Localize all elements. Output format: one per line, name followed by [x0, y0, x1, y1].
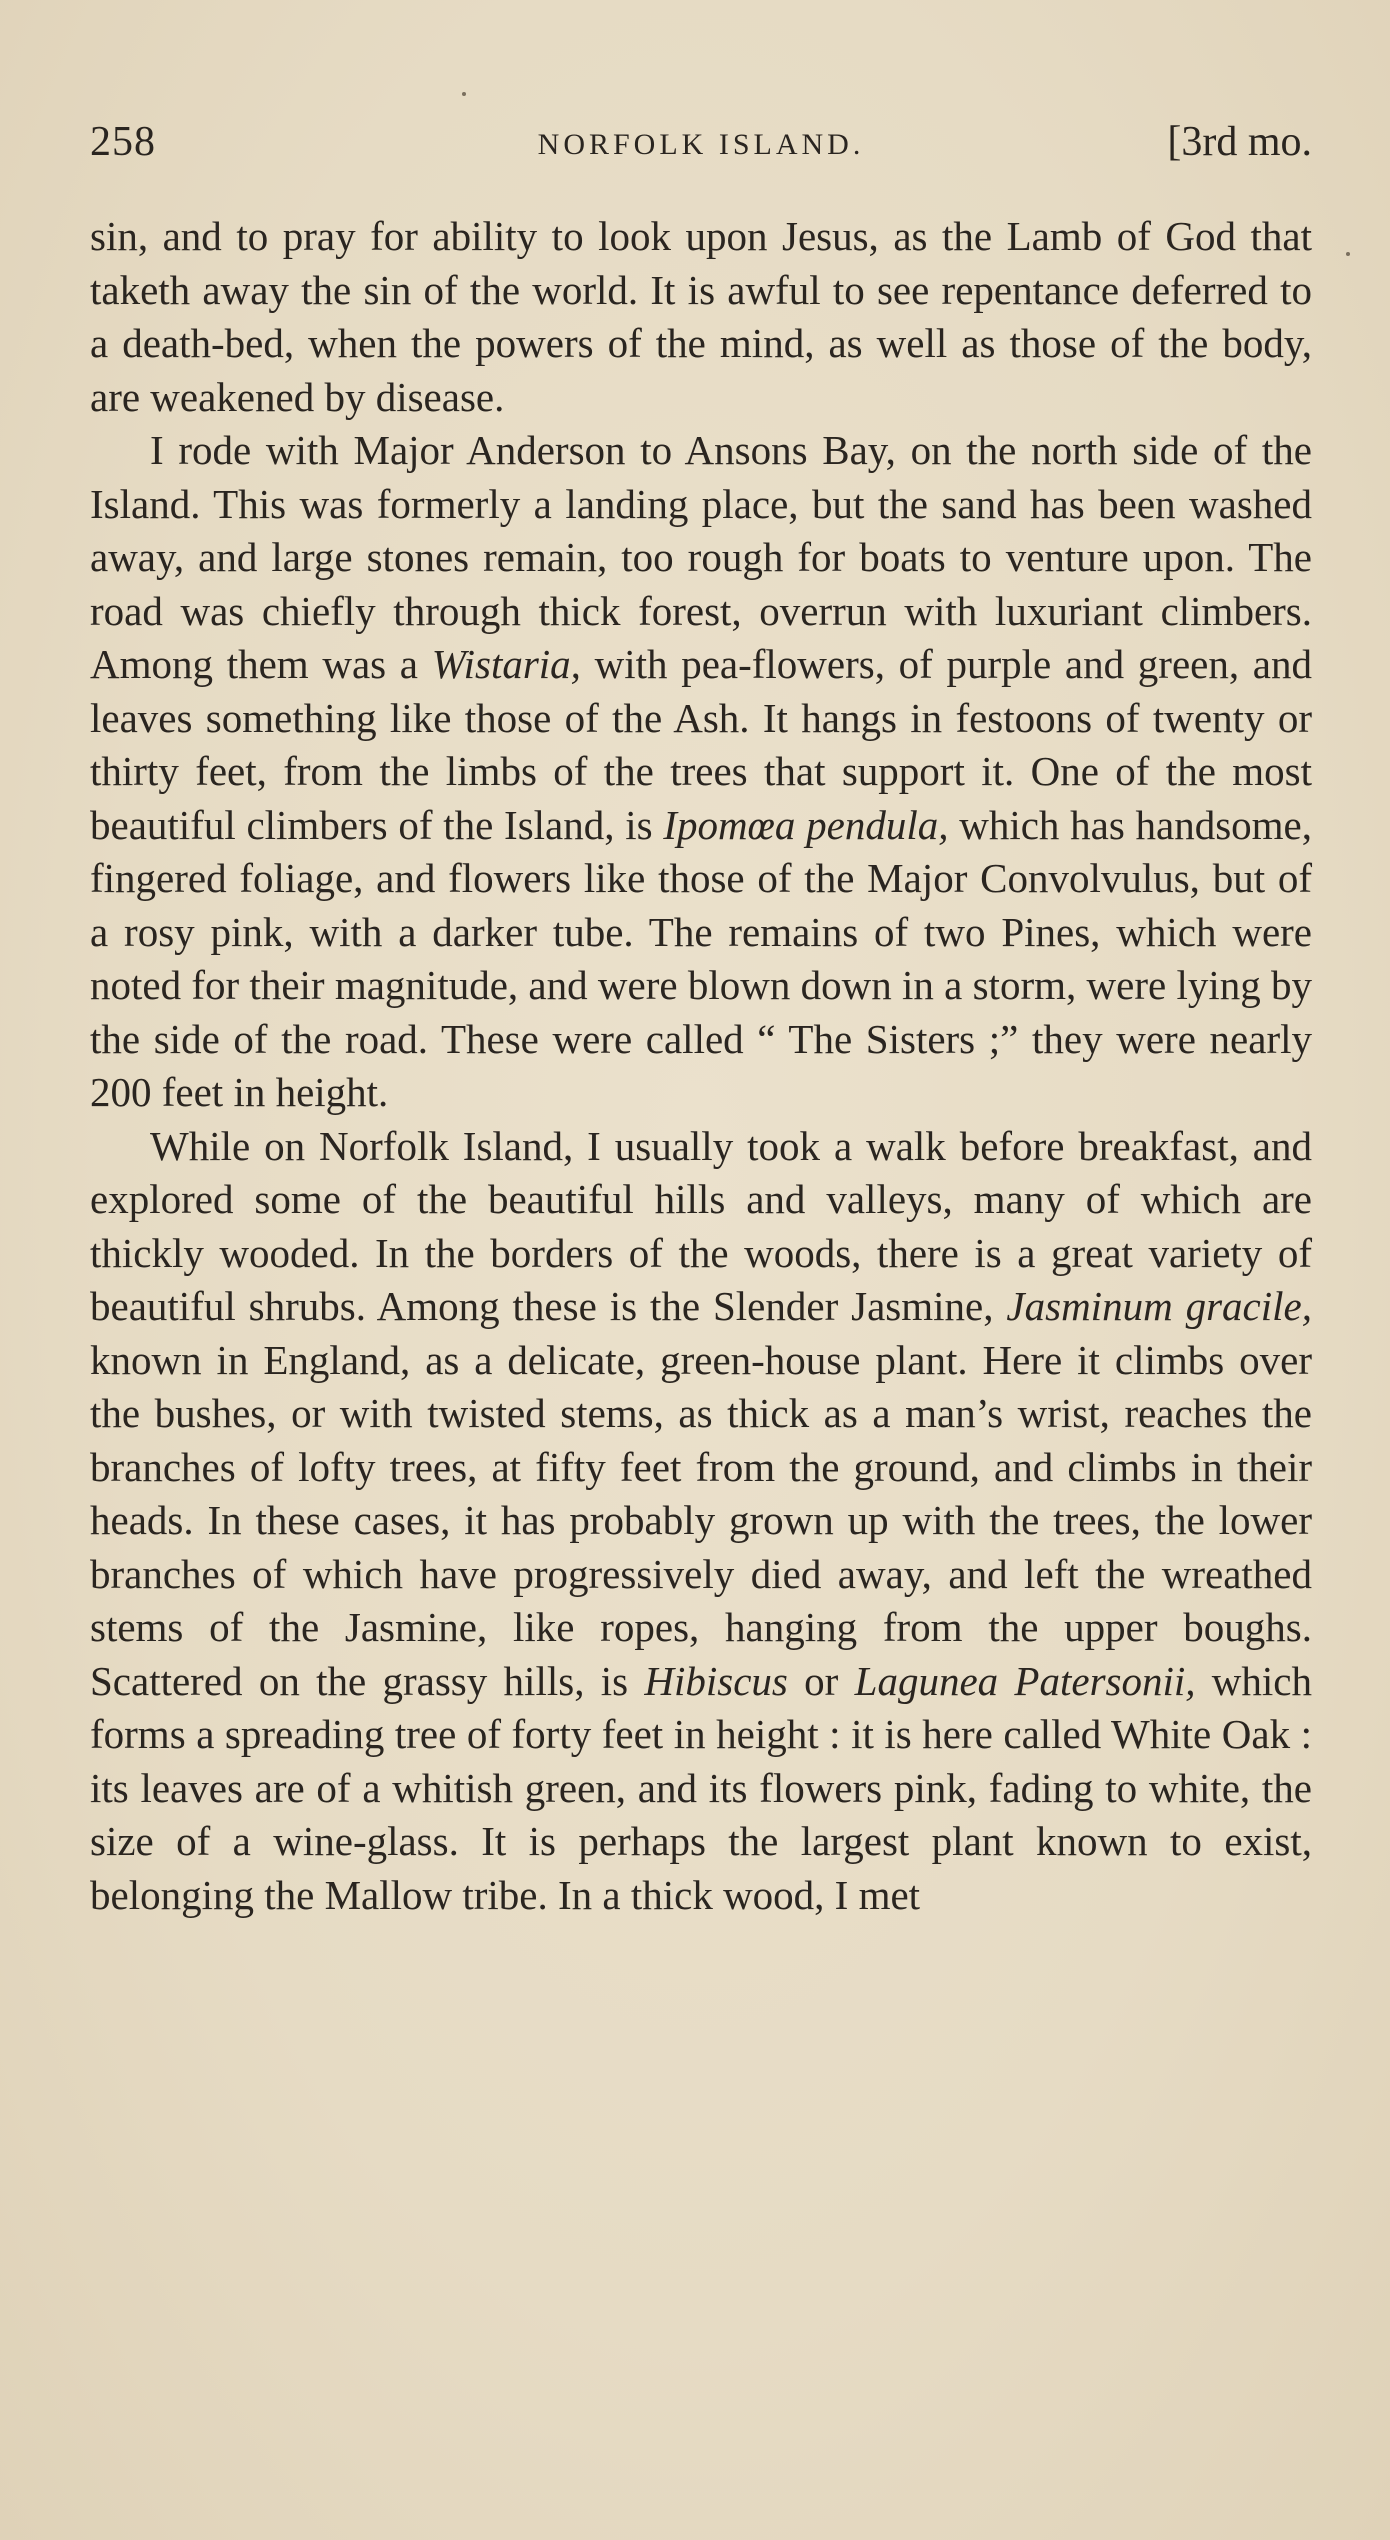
- paper-speck: [462, 92, 466, 96]
- text-segment: which forms a spreading tree of forty feet in height : it is here called White Oak : its leaves are of a whitish green, and its flowers pink, fading to white, the size of a wine-glass. It is perhaps the largest plant known to exist, belonging the Mallow tribe. In a thick wood, I met: [90, 1657, 1313, 1918]
- body-text: [90, 210, 1312, 1922]
- text-segment: I rode with Major Anderson to Ansons Bay, on the north side of the Island. This was formerly a landing place, but the sand has been washed away, and large stones remain, too rough for boats to venture upon. The road was chiefly through thick forest, overrun with luxuriant climbers. Among them was a: [90, 427, 1312, 687]
- italic-term: Ipomœa pendula,: [663, 801, 949, 848]
- italic-term: Hibiscus: [644, 1657, 788, 1704]
- text-segment: which has handsome, fingered foliage, and flowers like those of the Major Convolvulus, but of a rosy pink, with a darker tube. The remains of two Pines, which were noted for their magnitude, and were blown down in a storm, were lying by the side of the road. These were called “ The Sisters ;” they were nearly 200 feet in height.: [90, 801, 1313, 1115]
- text-segment: known in England, as a delicate, green-house plant. Here it climbs over the bushes, or with twisted stems, as thick as a man’s wrist, reaches the branches of lofty trees, at fifty feet from the ground, and climbs in their heads. In these cases, it has probably grown up with the trees, the lower branches of which have progressively died away, and left the wreathed stems of the Jasmine, like ropes, hanging from the upper boughs. Scattered on the grassy hills, is: [90, 1336, 1312, 1704]
- running-title: NORFOLK ISLAND.: [537, 128, 865, 161]
- italic-term: Lagunea Patersonii,: [854, 1657, 1196, 1704]
- text-segment: or: [787, 1657, 855, 1704]
- paper-speck: [1346, 252, 1350, 256]
- section-marker: [3rd mo.: [1167, 119, 1312, 165]
- text-segment: While on Norfolk Island, I usually took a walk before breakfast, and explored some of the beautiful hills and valleys, many of which are thickly wooded. In the borders of the woods, there is a great variety of beautiful shrubs. Among these is the Slender Jasmine,: [90, 1122, 1312, 1329]
- paragraph: [90, 424, 1312, 1120]
- paragraph: [90, 210, 1312, 424]
- italic-term: Jasminum gracile,: [1006, 1283, 1312, 1329]
- italic-term: Wistaria,: [431, 641, 581, 687]
- text-segment: with pea-flowers, of purple and green, and leaves something like those of the Ash. It hangs in festoons of twenty or thirty feet, from the limbs of the trees that support it. One of the most beautiful climbers of the Island, is: [90, 641, 1312, 848]
- page-header: [90, 118, 1312, 188]
- page-number: 258: [90, 119, 156, 165]
- paragraph: [90, 1120, 1312, 1923]
- text-segment: sin, and to pray for ability to look upon Jesus, as the Lamb of God that taketh away the sin of the world. It is awful to see repentance deferred to a death-bed, when the powers of the mind, as well as those of the body, are weakened by disease.: [90, 213, 1312, 420]
